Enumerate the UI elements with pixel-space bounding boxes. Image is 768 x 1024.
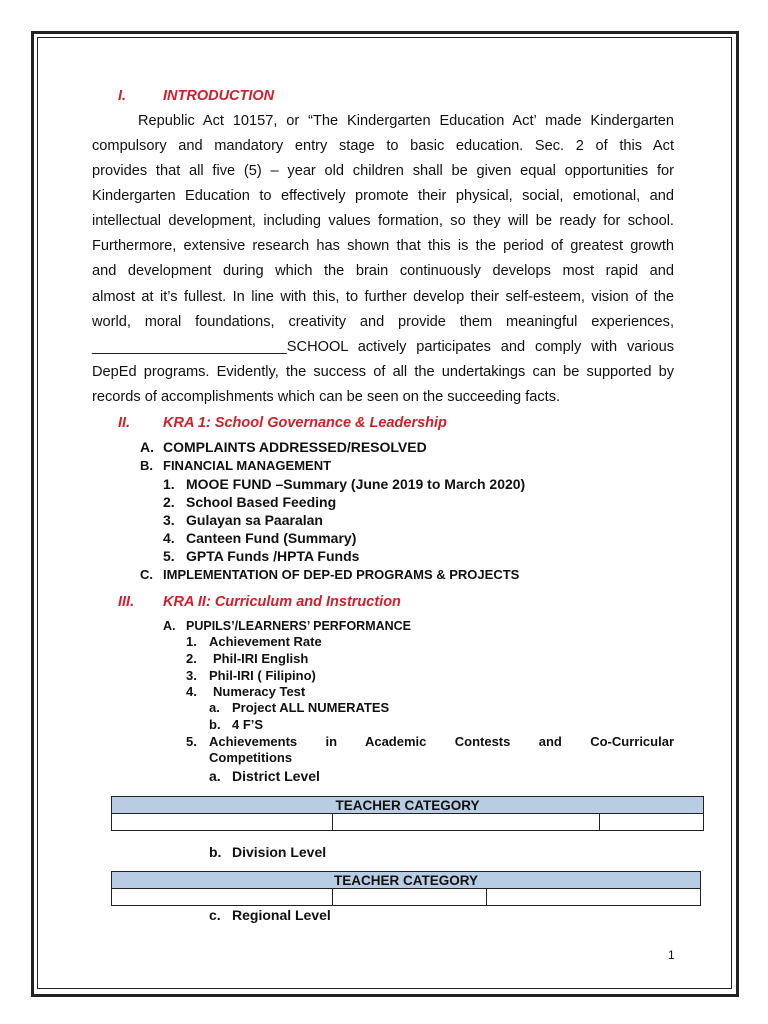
list-item: School Based Feeding	[186, 494, 337, 510]
paragraph-line: Republic Act 10157, or “The Kindergarten Education Act’ made Kindergarten	[138, 113, 674, 129]
item-deped-programs: IMPLEMENTATION OF DEP-ED PROGRAMS & PROJECTS	[163, 567, 520, 582]
item-financial-management: FINANCIAL MANAGEMENT	[163, 458, 332, 473]
paragraph-line: Kindergarten Education to effectively promote their physical, social, emotional, and	[92, 188, 674, 204]
list-item: Project ALL NUMERATES	[232, 700, 390, 715]
item-number: 3.	[163, 512, 175, 528]
division-teacher-category-table	[111, 871, 701, 906]
regional-level-label: Regional Level	[232, 907, 331, 923]
paragraph-line: records of accomplishments which can be seen on the succeeding facts.	[92, 389, 561, 405]
item-letter: C.	[140, 567, 153, 582]
item-letter: a.	[209, 700, 220, 715]
table-cell[interactable]	[333, 814, 600, 831]
paragraph-line: and development during which the brain continuously develops most rapid and	[92, 263, 674, 279]
item-number: 5.	[186, 734, 197, 749]
list-item: Phil-IRI English	[213, 651, 309, 666]
table-cell[interactable]	[487, 889, 701, 906]
list-item-continued: Competitions	[209, 750, 293, 765]
item-letter: c.	[209, 907, 221, 923]
paragraph-line: intellectual development, including values formation, so they will be ready for school.	[92, 213, 674, 229]
paragraph-line: Furthermore, extensive research has shown that this is the period of greatest growth	[92, 238, 674, 254]
list-item-achievements: Achievements in Academic Contests and Co-Curricular	[209, 734, 674, 749]
item-letter: b.	[209, 844, 222, 860]
paragraph-line: ________________________SCHOOL actively participates and comply with various	[92, 339, 674, 355]
section-2-number: II.	[118, 415, 131, 431]
item-letter: B.	[140, 458, 153, 473]
list-item: Gulayan sa Paaralan	[186, 512, 323, 528]
section-3-number: III.	[118, 594, 135, 610]
table-cell[interactable]	[333, 889, 487, 906]
table-cell[interactable]	[112, 814, 333, 831]
item-number: 1.	[163, 476, 175, 492]
table-header: TEACHER CATEGORY	[112, 797, 704, 814]
item-number: 4.	[186, 684, 197, 699]
item-pupils-performance: PUPILS’/LEARNERS’ PERFORMANCE	[186, 619, 412, 633]
list-item: Achievement Rate	[209, 634, 322, 649]
item-number: 4.	[163, 530, 175, 546]
paragraph-line: world, moral foundations, creativity and provide them meaningful experiences,	[92, 314, 674, 330]
section-1-number: I.	[118, 88, 127, 104]
item-number: 2.	[186, 651, 197, 666]
item-letter: A.	[163, 619, 176, 633]
item-complaints: COMPLAINTS ADDRESSED/RESOLVED	[163, 439, 427, 455]
page-number: 1	[668, 948, 675, 962]
paragraph-line: provides that all five (5) – year old children shall be given equal opportunities for	[92, 163, 674, 179]
item-number: 2.	[163, 494, 175, 510]
list-item: MOOE FUND –Summary (June 2019 to March 2020)	[186, 476, 526, 492]
item-number: 5.	[163, 548, 175, 564]
section-2-title: KRA 1: School Governance & Leadership	[163, 415, 447, 431]
list-item: GPTA Funds /HPTA Funds	[186, 548, 360, 564]
item-letter: A.	[140, 439, 154, 455]
list-item: Phil-IRI ( Filipino)	[209, 668, 316, 683]
paragraph-line: compulsory and mandatory entry stage to basic education. Sec. 2 of this Act	[92, 138, 674, 154]
table-cell[interactable]	[600, 814, 704, 831]
section-1-title: INTRODUCTION	[163, 88, 275, 104]
section-3-title: KRA II: Curriculum and Instruction	[163, 594, 401, 610]
paragraph-line: almost at it’s fullest. In line with this, to further develop their self-esteem, vision of the	[92, 289, 674, 305]
list-item: Canteen Fund (Summary)	[186, 530, 357, 546]
list-item: Numeracy Test	[213, 684, 306, 699]
item-letter: b.	[209, 717, 221, 732]
item-number: 3.	[186, 668, 197, 683]
district-teacher-category-table	[111, 796, 704, 831]
paragraph-line: DepEd programs. Evidently, the success of all the undertakings can be supported by	[92, 364, 674, 380]
item-letter: a.	[209, 768, 221, 784]
table-cell[interactable]	[112, 889, 333, 906]
list-item: 4 F’S	[232, 717, 264, 732]
district-level-label: District Level	[232, 768, 320, 784]
item-number: 1.	[186, 634, 197, 649]
division-level-label: Division Level	[232, 844, 327, 860]
table-header: TEACHER CATEGORY	[112, 872, 701, 889]
